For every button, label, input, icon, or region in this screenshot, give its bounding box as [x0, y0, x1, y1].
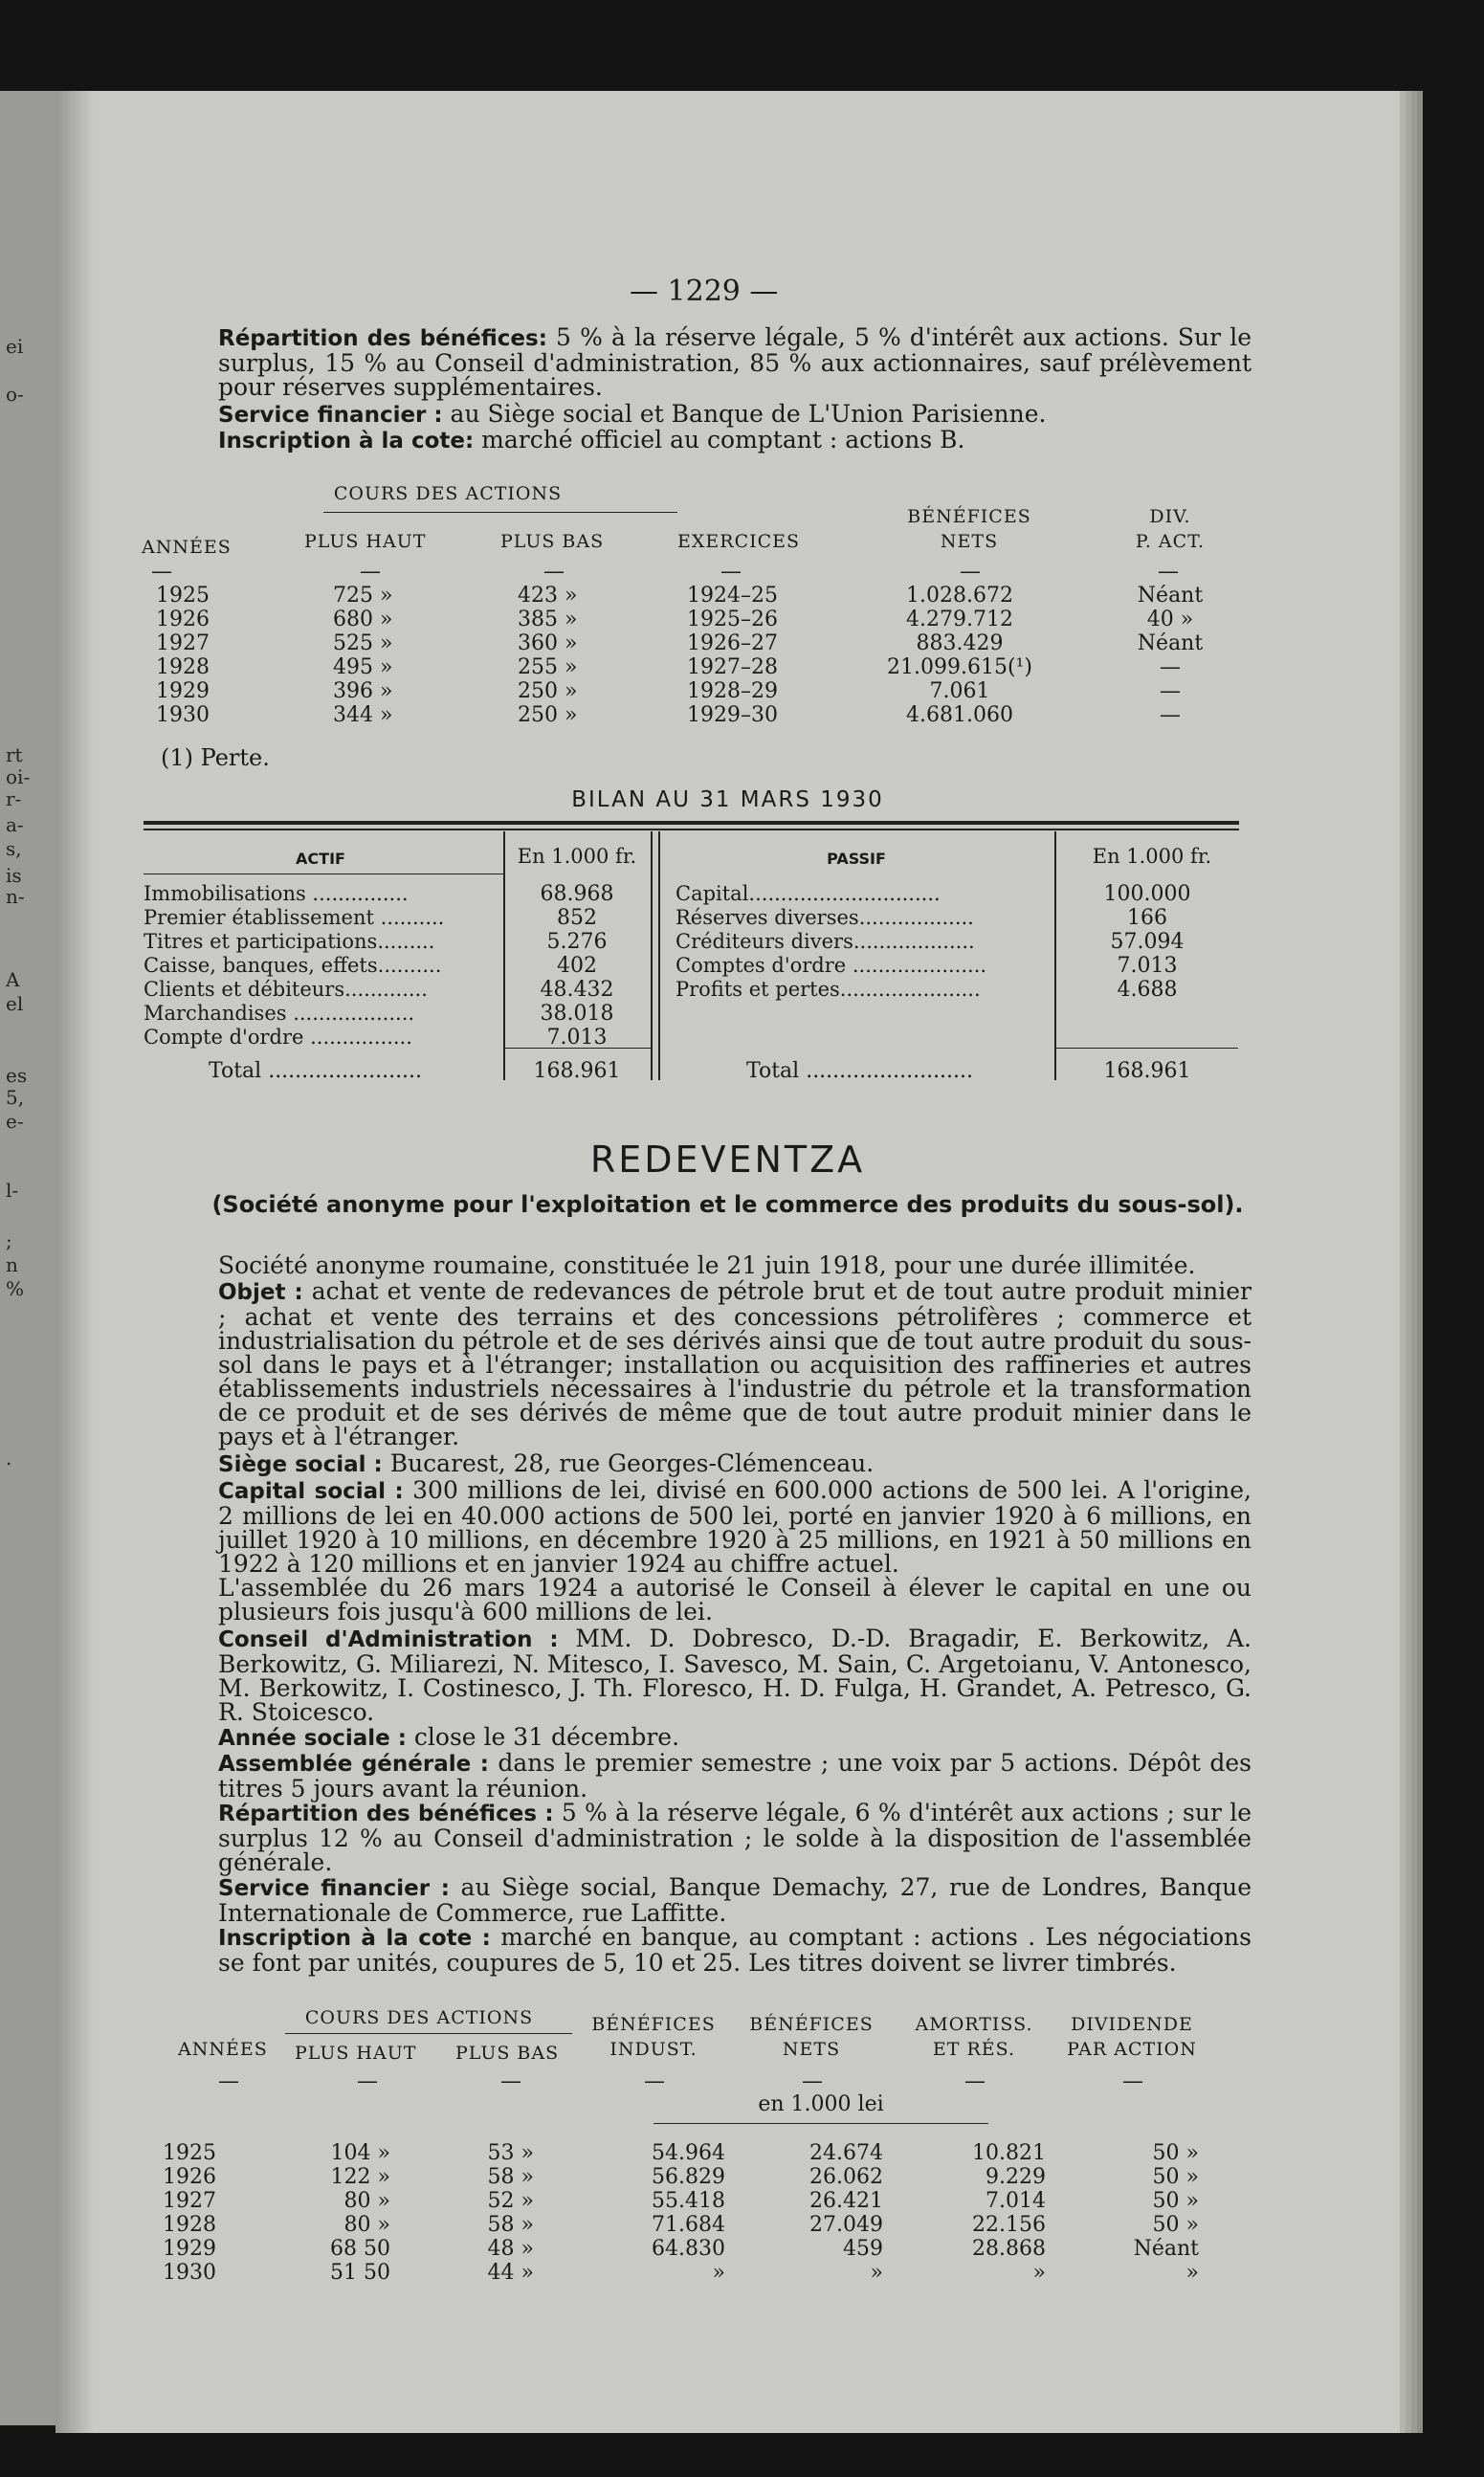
col-plus-bas: PLUS BAS [455, 2043, 560, 2064]
row-exercice: 1926–27 [687, 631, 778, 655]
row-plus-bas: 250 » [518, 679, 578, 703]
para-lead: Siège social : [218, 1452, 383, 1477]
bilan-top-rule-2 [144, 829, 1239, 830]
para-text: L'assemblée du 26 mars 1924 a autorisé le Conseil à élever le capital en une ou plusieurs fois jusqu'à 600 millions de lei. [218, 1574, 1251, 1626]
row-year: 1927 [163, 2189, 216, 2213]
col-benef-indust: BÉNÉFICES [591, 2014, 716, 2035]
row-dividende: 40 » [1146, 608, 1194, 631]
row-year: 1927 [156, 631, 210, 655]
gutter-shadow [55, 91, 94, 2433]
para-lead: Inscription à la cote : [218, 1926, 491, 1951]
row-plus-haut: 525 » [333, 631, 393, 655]
row-exercice: 1927–28 [687, 655, 778, 679]
col-benef-indust-2: INDUST. [609, 2039, 698, 2060]
book-page [55, 91, 1400, 2433]
row-benef-nets: 26.421 [809, 2189, 883, 2213]
row-amort: 9.229 [986, 2165, 1046, 2189]
intro-inscription [218, 428, 1251, 453]
actif-line-value: 68.968 [540, 882, 614, 906]
actif-line-value: 5.276 [546, 930, 608, 954]
passif-line-label: Créditeurs divers................... [676, 930, 975, 953]
company-name: REDEVENTZA [589, 1139, 866, 1181]
company-conseil [218, 1626, 1251, 1724]
col-annees: ANNÉES [142, 537, 232, 558]
row-benefices: 4.279.712 [906, 608, 1013, 631]
dash: — [964, 2069, 986, 2093]
row-plus-bas: 58 » [487, 2213, 534, 2237]
group-brace [285, 2033, 572, 2034]
col-benefices: BÉNÉFICES [907, 506, 1031, 527]
company-subtitle: (Société anonyme pour l'exploitation et le commerce des produits du sous-sol). [211, 1191, 1244, 1218]
dash: — [360, 560, 381, 584]
passif-line-label: Capital.............................. [676, 882, 941, 905]
row-year: 1928 [156, 655, 210, 679]
row-benef-indust: 56.829 [652, 2165, 725, 2189]
group-header: COURS DES ACTIONS [304, 2007, 534, 2028]
para-text: 300 millions de lei, divisé en 600.000 actions de 500 lei. A l'origine, 2 millions de lei en 40.000 actions de 500 lei, porté en janvier 1920 à 6 millions, en juillet 1920 à 10 millions, en décembre 1920 à 25 millions, en 1921 à 50 millions en 1922 à 120 millions et en janvier 1924 au chiffre actuel. [218, 1476, 1251, 1578]
actif-sum-rule [505, 1048, 651, 1049]
row-plus-haut: 51 50 [330, 2261, 390, 2285]
unit-brace [653, 2123, 988, 2124]
row-year: 1930 [156, 703, 210, 727]
row-benefices: 883.429 [916, 631, 1004, 655]
col-div: DIVIDENDE [1071, 2014, 1193, 2035]
facing-page-fragment: n [6, 1253, 18, 1276]
bilan-divider [651, 831, 653, 1080]
row-dividende: Néant [1137, 631, 1204, 655]
passif-line-label: Comptes d'ordre ..................... [676, 954, 987, 977]
row-dividende: 50 » [1152, 2141, 1199, 2165]
row-plus-haut: 344 » [333, 703, 393, 727]
row-plus-bas: 44 » [487, 2261, 534, 2285]
col-exercices: EXERCICES [677, 531, 801, 552]
row-plus-bas: 48 » [487, 2237, 534, 2261]
passif-total-label: Total ......................... [746, 1059, 974, 1083]
facing-page-fragment: rt [6, 743, 23, 766]
row-benef-indust: 71.684 [652, 2213, 725, 2237]
col-amort: AMORTISS. [915, 2014, 1033, 2035]
row-plus-haut: 104 » [330, 2141, 390, 2165]
para-text: achat et vente de redevances de pétrole brut et de tout autre produit minier ; achat et vente des terrains et des concessions pétrolifères ; commerce et industrialisation du pétrole et de ses dérivés ainsi que de tout autre produit du sous-sol dans le pays et à l'étranger; installation ou acquisition des raffineries et autres établissements industriels nécessaires à l'industrie du pétrole et la transformation de ce produit et de ses dérivés de même que de tout autre produit minier dans le pays et à l'étranger. [218, 1277, 1251, 1450]
para-lead: Conseil d'Administration : [218, 1627, 559, 1652]
table2-unit: en 1.000 lei [758, 2092, 884, 2116]
col-div: DIV. [1149, 506, 1191, 527]
row-plus-haut: 396 » [333, 679, 393, 703]
actif-line-label: Clients et débiteurs............. [144, 978, 428, 1001]
facing-page-fragment: r- [6, 787, 22, 810]
row-year: 1925 [156, 584, 210, 608]
actif-line-label: Caisse, banques, effets.......... [144, 954, 442, 977]
row-dividende: — [1160, 655, 1181, 679]
para-text: 5 % à la réserve légale, 6 % d'intérêt aux actions ; sur le surplus 12 % au Conseil d'administration ; le solde à la disposition de l'assemblée générale. [218, 1799, 1251, 1876]
row-dividende: 50 » [1152, 2165, 1199, 2189]
facing-page-fragment: . [6, 1447, 12, 1470]
passif-line-value: 4.688 [1117, 978, 1178, 1002]
group-brace [323, 512, 677, 513]
facing-page-fragment: s, [6, 837, 22, 860]
row-exercice: 1924–25 [687, 584, 778, 608]
row-plus-bas: 385 » [518, 608, 578, 631]
facing-page-fragment: oi- [6, 765, 31, 788]
col-benefices-nets: NETS [940, 531, 999, 552]
dash: — [720, 560, 742, 584]
para-text: close le 31 décembre. [406, 1723, 680, 1751]
row-benef-indust: » [712, 2261, 725, 2285]
bilan-divider [658, 831, 660, 1080]
dash: — [218, 2069, 239, 2093]
row-benef-indust: 55.418 [652, 2189, 725, 2213]
group-header: COURS DES ACTIONS [333, 483, 563, 504]
actif-line-label: Immobilisations ............... [144, 882, 409, 905]
row-year: 1926 [163, 2165, 216, 2189]
intro-text: 5 % à la réserve légale, 5 % d'intérêt aux actions. Sur le surplus, 15 % au Conseil d'administration, 85 % aux actionnaires, sauf prélèvement pour réserves supplémentaires. [218, 323, 1251, 401]
dash: — [543, 560, 565, 584]
row-amort: 28.868 [972, 2237, 1046, 2261]
passif-line-value: 166 [1127, 906, 1167, 930]
row-dividende: — [1160, 679, 1181, 703]
actif-line-label: Titres et participations......... [144, 930, 435, 953]
row-plus-bas: 360 » [518, 631, 578, 655]
facing-page-fragment: es [6, 1064, 28, 1087]
dash: — [960, 560, 981, 584]
col-div-act: P. ACT. [1135, 531, 1206, 552]
row-plus-haut: 495 » [333, 655, 393, 679]
row-benef-indust: 64.830 [652, 2237, 725, 2261]
dash: — [151, 560, 172, 584]
passif-unit: En 1.000 fr. [1092, 845, 1212, 868]
para-lead: Service financier : [218, 1876, 450, 1901]
col-benef-nets-2: NETS [782, 2039, 841, 2060]
passif-line-value: 100.000 [1103, 882, 1191, 906]
passif-header: PASSIF [827, 850, 886, 868]
row-plus-bas: 52 » [487, 2189, 534, 2213]
row-plus-haut: 122 » [330, 2165, 390, 2189]
row-year: 1928 [163, 2213, 216, 2237]
col-plus-bas: PLUS BAS [500, 531, 605, 552]
actif-line-value: 402 [557, 954, 597, 978]
row-dividende: Néant [1137, 584, 1204, 608]
row-dividende: 50 » [1152, 2189, 1199, 2213]
actif-line-value: 7.013 [546, 1026, 608, 1050]
row-plus-bas: 423 » [518, 584, 578, 608]
row-benefices: 7.061 [929, 679, 990, 703]
row-benefices: 4.681.060 [906, 703, 1013, 727]
row-year: 1925 [163, 2141, 216, 2165]
para-lead: Année sociale : [218, 1726, 407, 1751]
para-text: Bucarest, 28, rue Georges-Clémenceau. [382, 1449, 875, 1477]
row-year: 1929 [163, 2237, 216, 2261]
para-text: marché en banque, au comptant : actions . Les négociations se font par unités, coupures de 5, 10 et 25. Les titres doivent se livrer timbrés. [218, 1923, 1251, 1977]
actif-header: ACTIF [296, 850, 345, 868]
company-assemblee-note [218, 1576, 1251, 1624]
actif-unit: En 1.000 fr. [517, 845, 637, 868]
passif-sum-rule [1056, 1048, 1238, 1049]
para-text: MM. D. Dobresco, D.-D. Bragadir, E. Berkowitz, A. Berkowitz, G. Miliarezi, N. Mitesco, I. Savesco, M. Sain, C. Argetoianu, V. Antonesco, M. Berkowitz, I. Costinesco, J. Th. Floresco, H. D. Fulga, H. Grandet, A. Petresco, G. R. Stoicesco. [218, 1625, 1251, 1726]
passif-line-value: 57.094 [1110, 930, 1185, 954]
intro-text: marché officiel au comptant : actions B. [474, 426, 965, 453]
dash: — [644, 2069, 665, 2093]
dash: — [500, 2069, 521, 2093]
col-amort-2: ET RÉS. [932, 2039, 1016, 2060]
row-plus-bas: 250 » [518, 703, 578, 727]
row-amort: » [1032, 2261, 1046, 2285]
facing-page-fragment: a- [6, 813, 24, 836]
intro-lead: Répartition des bénéfices: [218, 326, 547, 351]
para-text: Société anonyme roumaine, constituée le 21 juin 1918, pour une durée illimitée. [218, 1251, 1196, 1279]
row-benef-indust: 54.964 [652, 2141, 725, 2165]
facing-page-fragment: is [6, 864, 22, 887]
para-lead: Assemblée générale : [218, 1752, 489, 1777]
row-benef-nets: » [870, 2261, 883, 2285]
row-exercice: 1928–29 [687, 679, 778, 703]
dash: — [357, 2069, 378, 2093]
row-benef-nets: 459 [843, 2237, 883, 2261]
row-benefices: 1.028.672 [906, 584, 1013, 608]
row-year: 1929 [156, 679, 210, 703]
para-text: au Siège social, Banque Demachy, 27, rue de Londres, Banque Internationale de Commerce, rue Laffitte. [218, 1873, 1252, 1927]
actif-line-value: 38.018 [540, 1002, 614, 1026]
company-capital [218, 1478, 1251, 1576]
col-plus-haut: PLUS HAUT [295, 2043, 417, 2064]
row-benef-nets: 27.049 [809, 2213, 883, 2237]
row-amort: 10.821 [972, 2141, 1046, 2165]
company-inscription [218, 1925, 1251, 1975]
actif-total-label: Total ....................... [209, 1059, 423, 1083]
para-lead: Capital social : [218, 1479, 404, 1504]
page-number: — 1229 — [630, 275, 779, 308]
row-dividende: — [1160, 703, 1181, 727]
row-benefices: 21.099.615(¹) [887, 655, 1032, 679]
intro-repartition [218, 325, 1251, 399]
company-annee [218, 1725, 1251, 1751]
row-plus-haut: 680 » [333, 608, 393, 631]
row-exercice: 1925–26 [687, 608, 778, 631]
actif-line-label: Marchandises ................... [144, 1002, 415, 1025]
actif-line-value: 852 [557, 906, 597, 930]
row-year: 1930 [163, 2261, 216, 2285]
company-service [218, 1875, 1251, 1925]
row-dividende: 50 » [1152, 2213, 1199, 2237]
row-benef-nets: 24.674 [809, 2141, 883, 2165]
passif-line-label: Profits et pertes...................... [676, 978, 981, 1001]
facing-page-fragment: 5, [6, 1086, 25, 1109]
bilan-title: BILAN AU 31 MARS 1930 [571, 787, 884, 812]
facing-page-fragment: el [6, 992, 24, 1015]
intro-text: au Siège social et Banque de L'Union Parisienne. [442, 400, 1047, 428]
row-exercice: 1929–30 [687, 703, 778, 727]
bilan-top-rule [144, 821, 1239, 825]
actif-total: 168.961 [533, 1059, 621, 1083]
row-benef-nets: 26.062 [809, 2165, 883, 2189]
row-plus-haut: 68 50 [330, 2237, 390, 2261]
facing-page-fragment: ; [6, 1229, 12, 1252]
actif-line-value: 48.432 [540, 978, 614, 1002]
para-lead: Objet : [218, 1280, 303, 1305]
row-dividende: Néant [1133, 2237, 1199, 2261]
facing-page-fragment: l- [6, 1179, 19, 1202]
para-text: dans le premier semestre ; une voix par 5 actions. Dépôt des titres 5 jours avant la réunion. [218, 1749, 1251, 1802]
actif-line-label: Premier établissement .......... [144, 906, 445, 929]
facing-page-fragment: % [6, 1277, 25, 1300]
row-plus-bas: 255 » [518, 655, 578, 679]
intro-service [218, 402, 1251, 428]
dash: — [802, 2069, 823, 2093]
facing-page-fragment: ei [6, 335, 24, 358]
facing-page-fragment: n- [6, 885, 25, 908]
company-ag [218, 1751, 1251, 1801]
row-year: 1926 [156, 608, 210, 631]
facing-page-fragment: A [6, 968, 20, 991]
row-plus-haut: 80 » [343, 2213, 390, 2237]
col-div-2: PAR ACTION [1067, 2039, 1197, 2060]
company-repartition [218, 1801, 1251, 1874]
row-amort: 22.156 [972, 2213, 1046, 2237]
col-annees: ANNÉES [178, 2039, 268, 2060]
passif-total: 168.961 [1103, 1059, 1191, 1083]
company-siege [218, 1451, 1251, 1477]
table1-note: (1) Perte. [161, 744, 270, 771]
actif-line-label: Compte d'ordre ................ [144, 1026, 412, 1049]
row-plus-bas: 58 » [487, 2165, 534, 2189]
intro-lead: Service financier : [218, 403, 443, 428]
passif-line-value: 7.013 [1117, 954, 1178, 978]
dash: — [1122, 2069, 1143, 2093]
facing-page-fragment: e- [6, 1110, 24, 1133]
company-intro [218, 1253, 1251, 1277]
company-objet [218, 1279, 1251, 1449]
para-lead: Répartition des bénéfices : [218, 1802, 554, 1826]
row-plus-haut: 80 » [343, 2189, 390, 2213]
passif-line-label: Réserves diverses.................. [676, 906, 974, 929]
row-amort: 7.014 [986, 2189, 1046, 2213]
col-plus-haut: PLUS HAUT [304, 531, 427, 552]
facing-page-fragment: o- [6, 383, 24, 406]
row-plus-bas: 53 » [487, 2141, 534, 2165]
dash: — [1158, 560, 1179, 584]
row-dividende: » [1185, 2261, 1199, 2285]
col-benef-nets: BÉNÉFICES [749, 2014, 874, 2035]
intro-lead: Inscription à la cote: [218, 429, 475, 453]
row-plus-haut: 725 » [333, 584, 393, 608]
